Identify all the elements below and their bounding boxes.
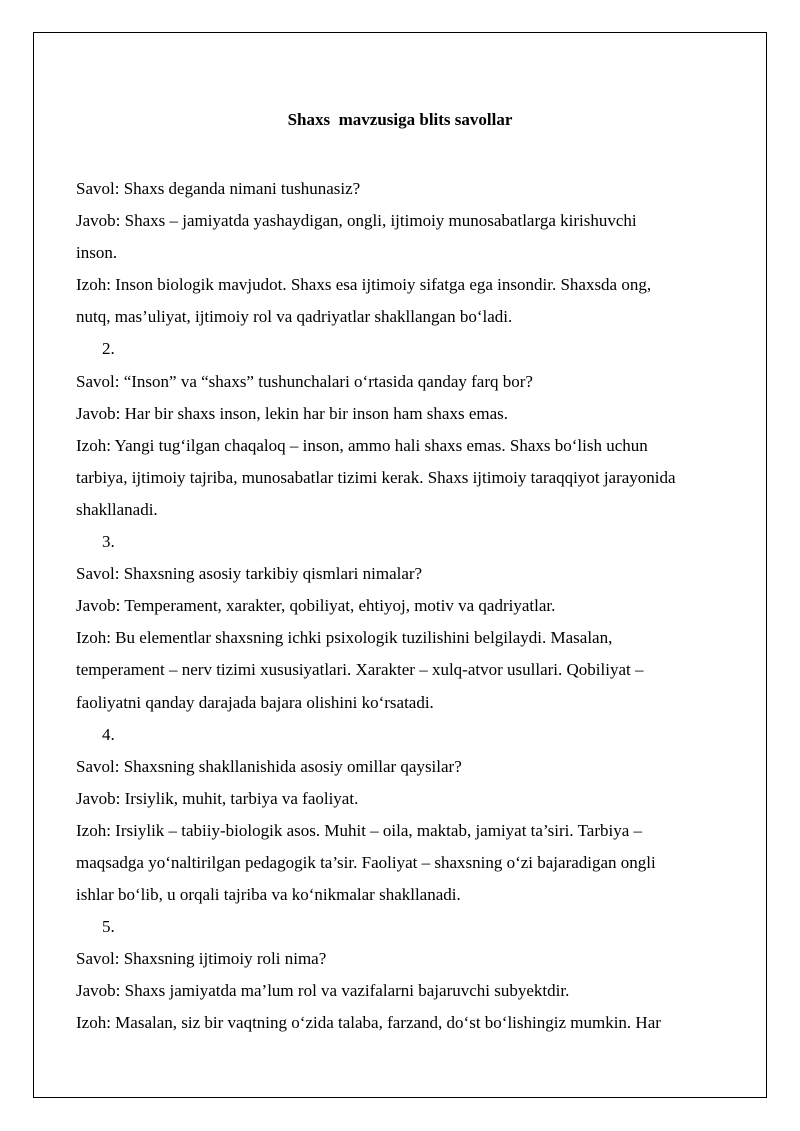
question-1-izoh: Izoh: Inson biologik mavjudot. Shaxs esa ijtimoiy sifatga ega insondir. Shaxsda ong, (76, 275, 652, 295)
document-body (76, 173, 746, 1040)
question-5-savol: Savol: Shaxsning ijtimoiy roli nima? (76, 949, 327, 969)
question-1-javob-cont: inson. (76, 243, 118, 263)
question-3-javob: Javob: Temperament, xarakter, qobiliyat, ehtiyoj, motiv va qadriyatlar. (76, 596, 556, 616)
question-4-izoh: Izoh: Irsiylik – tabiiy-biologik asos. Muhit – oila, maktab, jamiyat ta’siri. Tarbiya – (76, 820, 643, 840)
question-1-izoh-cont: nutq, mas’uliyat, ijtimoiy rol va qadriyatlar shakllangan bo‘ladi. (76, 307, 513, 327)
question-3-izoh: Izoh: Bu elementlar shaxsning ichki psixologik tuzilishini belgilaydi. Masalan, (76, 628, 613, 648)
question-3-izoh-cont-2: faoliyatni qanday darajada bajara olishini ko‘rsatadi. (76, 692, 434, 712)
question-2-izoh: Izoh: Yangi tug‘ilgan chaqaloq – inson, ammo hali shaxs emas. Shaxs bo‘lish uchun (76, 435, 648, 455)
question-number-3: 3. (102, 532, 115, 552)
question-5-izoh: Izoh: Masalan, siz bir vaqtning o‘zida talaba, farzand, do‘st bo‘lishingiz mumkin. Har (76, 1013, 661, 1033)
question-4-savol: Savol: Shaxsning shakllanishida asosiy omillar qaysilar? (76, 756, 462, 776)
question-3-savol: Savol: Shaxsning asosiy tarkibiy qismlari nimalar? (76, 564, 423, 584)
question-1-savol: Savol: Shaxs deganda nimani tushunasiz? (76, 179, 361, 198)
question-4-izoh-cont: maqsadga yo‘naltirilgan pedagogik ta’sir. Faoliyat – shaxsning o‘zi bajaradigan ongli (76, 852, 656, 872)
question-number-5: 5. (102, 917, 115, 937)
question-number-4: 4. (102, 724, 115, 744)
document-title: Shaxs mavzusiga blits savollar (287, 110, 513, 129)
question-2-izoh-cont-2: shakllanadi. (76, 499, 158, 519)
question-3-izoh-cont: temperament – nerv tizimi xususiyatlari. Xarakter – xulq-atvor usullari. Qobiliyat – (76, 660, 644, 680)
question-4-izoh-cont-2: ishlar bo‘lib, u orqali tajriba va ko‘nikmalar shakllanadi. (76, 885, 461, 905)
question-number-2: 2. (102, 339, 115, 359)
question-2-javob: Javob: Har bir shaxs inson, lekin har bir inson ham shaxs emas. (76, 403, 509, 423)
question-2-izoh-cont: tarbiya, ijtimoiy tajriba, munosabatlar tizimi kerak. Shaxs ijtimoiy taraqqiyot jarayonida (76, 467, 676, 487)
question-5-javob: Javob: Shaxs jamiyatda ma’lum rol va vazifalarni bajaruvchi subyektdir. (76, 981, 570, 1001)
question-2-savol: Savol: “Inson” va “shaxs” tushunchalari o‘rtasida qanday farq bor? (76, 371, 533, 391)
question-1-javob: Javob: Shaxs – jamiyatda yashaydigan, ongli, ijtimoiy munosabatlarga kirishuvchi (76, 211, 637, 231)
question-4-javob: Javob: Irsiylik, muhit, tarbiya va faoliyat. (76, 788, 359, 808)
